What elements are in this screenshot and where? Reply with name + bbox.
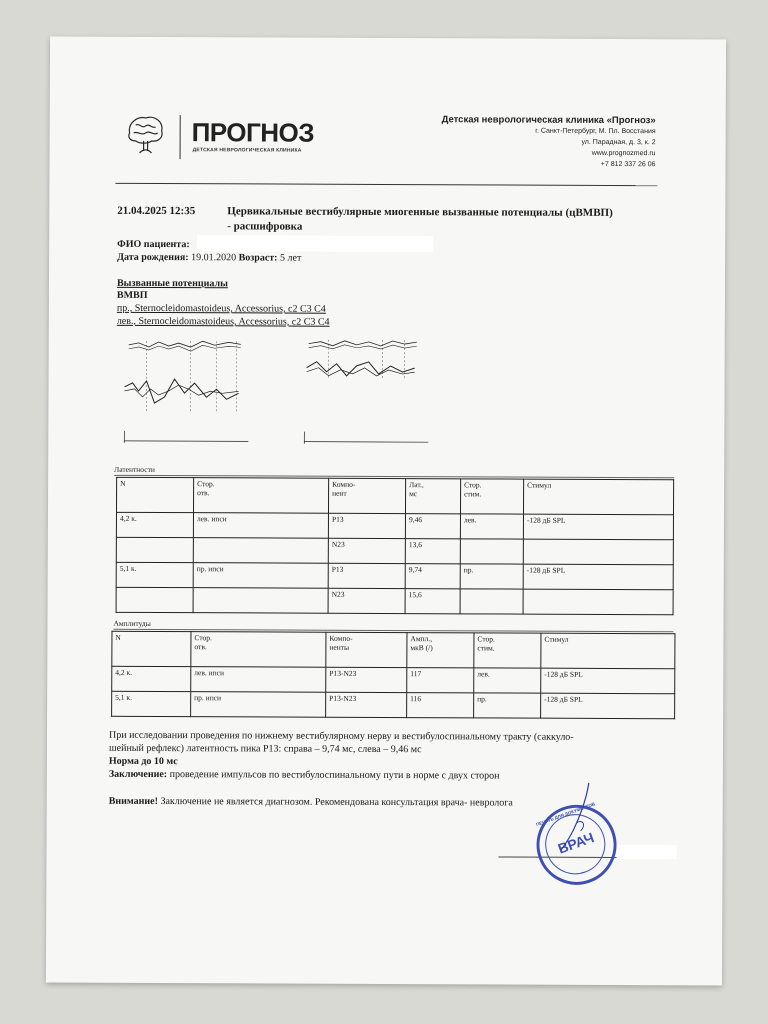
summary-line-2: шейный рефлекс) латентность пика P13: справа – 9,74 мс, слева – 9,46 мс: [108, 742, 422, 756]
conclusion-label: Заключение:: [108, 768, 168, 781]
cell: [460, 539, 523, 564]
cell: пр.: [460, 564, 523, 589]
age-label: Возраст:: [238, 252, 278, 264]
cell: 5,1 к.: [112, 691, 191, 716]
clinic-name: Детская неврологическая клиника «Прогноз»: [441, 114, 656, 127]
stamp-center-text: ВРАЧ: [555, 829, 597, 857]
dob-label: Дата рождения:: [117, 251, 189, 264]
cell: 9,46: [405, 514, 460, 539]
table-row: [112, 666, 675, 693]
conclusion-text: проведение импульсов по вестибулоспинальному пути в норме с двух сторон: [169, 769, 500, 782]
table-row: [116, 512, 673, 539]
redacted-patient-name: [197, 235, 433, 252]
cell: P13: [328, 563, 405, 588]
table-row: [112, 691, 675, 718]
document-page: [46, 37, 726, 986]
table-row: [116, 537, 673, 564]
cell: [193, 538, 328, 564]
header-cell: Компо- ненты: [326, 632, 407, 667]
cell: [193, 588, 328, 614]
cell: [523, 539, 673, 565]
report-title: Цервикальные вестибулярные миогенные вызванные потенциалы (цВМВП): [227, 205, 613, 219]
cell: лев. ипси: [191, 667, 326, 693]
redacted-doctor-name: [616, 845, 676, 859]
cell: 13,6: [405, 539, 460, 564]
amplitude-table: [111, 631, 675, 719]
clinic-street: ул. Парадная, д. 3, к. 2: [581, 138, 656, 147]
cell: 9,74: [405, 564, 460, 589]
cell: P13-N23: [326, 692, 407, 717]
header-cell: N: [116, 477, 193, 512]
cell: 5,1 к.: [116, 562, 193, 587]
cell: -128 дБ SPL: [523, 564, 673, 590]
cell: 4,2 к.: [116, 512, 193, 537]
cell: P13: [328, 513, 405, 538]
waveform-right: [298, 332, 449, 459]
header-cell: N: [112, 631, 191, 666]
cell: [116, 587, 193, 612]
summary-text: [109, 729, 699, 758]
signature-icon: [546, 779, 606, 859]
evoked-right-line: пр., Sternocleidomastoideus, Accessorius, c2 C3 C4: [116, 302, 326, 315]
cell: [523, 589, 673, 615]
cell: -128 дБ SPL: [541, 693, 675, 719]
header-cell: Компо- нент: [328, 478, 405, 513]
header-rule: [115, 183, 657, 186]
header-cell: Ампл., мкВ (/): [407, 633, 474, 668]
header-cell: Лат., мс: [405, 479, 460, 514]
patient-label: ФИО пациента:: [117, 238, 190, 251]
report-datetime: 21.04.2025 12:35: [117, 204, 196, 218]
cell: пр. ипси: [193, 563, 328, 589]
logo-divider: [180, 115, 181, 159]
cell: 4,2 к.: [112, 666, 191, 691]
cell: [116, 537, 193, 562]
logo-tagline: ДЕТСКАЯ НЕВРОЛОГИЧЕСКАЯ КЛИНИКА: [192, 147, 302, 154]
header-cell: Стимул: [541, 633, 675, 669]
table-row: [116, 562, 673, 589]
latency-table: [116, 477, 675, 615]
cell: -128 дБ SPL: [541, 668, 675, 694]
conclusion-line: [109, 768, 500, 783]
logo-brand: ПРОГНОЗ: [191, 117, 315, 148]
report-title-cont: - расшифровка: [227, 220, 303, 233]
header-cell: Стор. стим.: [460, 479, 523, 514]
summary-line-1: При исследовании проведения по нижнему вестибулярному нерву и вестибулоспинальному тракту (саккуло-: [108, 729, 574, 743]
warning-label: Внимание!: [108, 795, 158, 808]
clinic-phone: +7 812 337 26 06: [600, 160, 656, 169]
header-cell: Стор. отв.: [193, 478, 328, 514]
warning-text: Заключение не является диагнозом. Рекомендована консультация врача- невролога: [160, 796, 513, 809]
cell: пр.: [474, 693, 541, 718]
evoked-left-line: лев., Sternocleidomastoideus, Accessorius, c2 C3 C4: [116, 315, 330, 328]
clinic-info: [355, 114, 655, 170]
cell: 117: [407, 668, 474, 693]
waveform-left: [118, 331, 269, 458]
amplitude-caption: Амплитуды: [113, 618, 151, 628]
cell: P13-N23: [326, 667, 407, 692]
table-row: [116, 587, 673, 614]
norm-line: Норма до 10 мс: [108, 755, 178, 768]
cell: N23: [328, 538, 405, 563]
age-value: 5 лет: [280, 252, 302, 264]
warning-line: [109, 795, 513, 810]
clinic-city: г. Санкт-Петербург, М. Пл. Восстания: [535, 127, 656, 136]
cell: лев. ипси: [193, 513, 328, 539]
header-cell: Стимул: [523, 479, 673, 515]
dob-value: 19.01.2020: [191, 252, 237, 264]
header-cell: Стор. стим.: [474, 633, 541, 668]
brain-tree-logo-icon: [122, 111, 170, 159]
header-cell: Стор. отв.: [191, 632, 326, 668]
cell: -128 дБ SPL: [523, 514, 673, 540]
amplitude-header-row: [112, 631, 675, 668]
cell: 15,6: [405, 589, 460, 614]
latency-header-row: [116, 477, 673, 514]
evoked-heading: Вызванные потенциалы: [116, 277, 228, 290]
cell: [460, 589, 523, 614]
dob-line: [117, 251, 301, 265]
clinic-site: www.prognozmed.ru: [591, 149, 656, 158]
evoked-subheading: ВМВП: [116, 289, 148, 301]
latency-caption: Латентности: [114, 464, 155, 474]
cell: лев.: [474, 668, 541, 693]
cell: пр. ипси: [191, 692, 326, 718]
cell: лев.: [460, 514, 523, 539]
stamp-ring-text: ПЕЧАТЬ ДЛЯ ДОКУМЕНТОВ: [535, 801, 596, 828]
cell: N23: [328, 588, 405, 613]
cell: 116: [407, 693, 474, 718]
